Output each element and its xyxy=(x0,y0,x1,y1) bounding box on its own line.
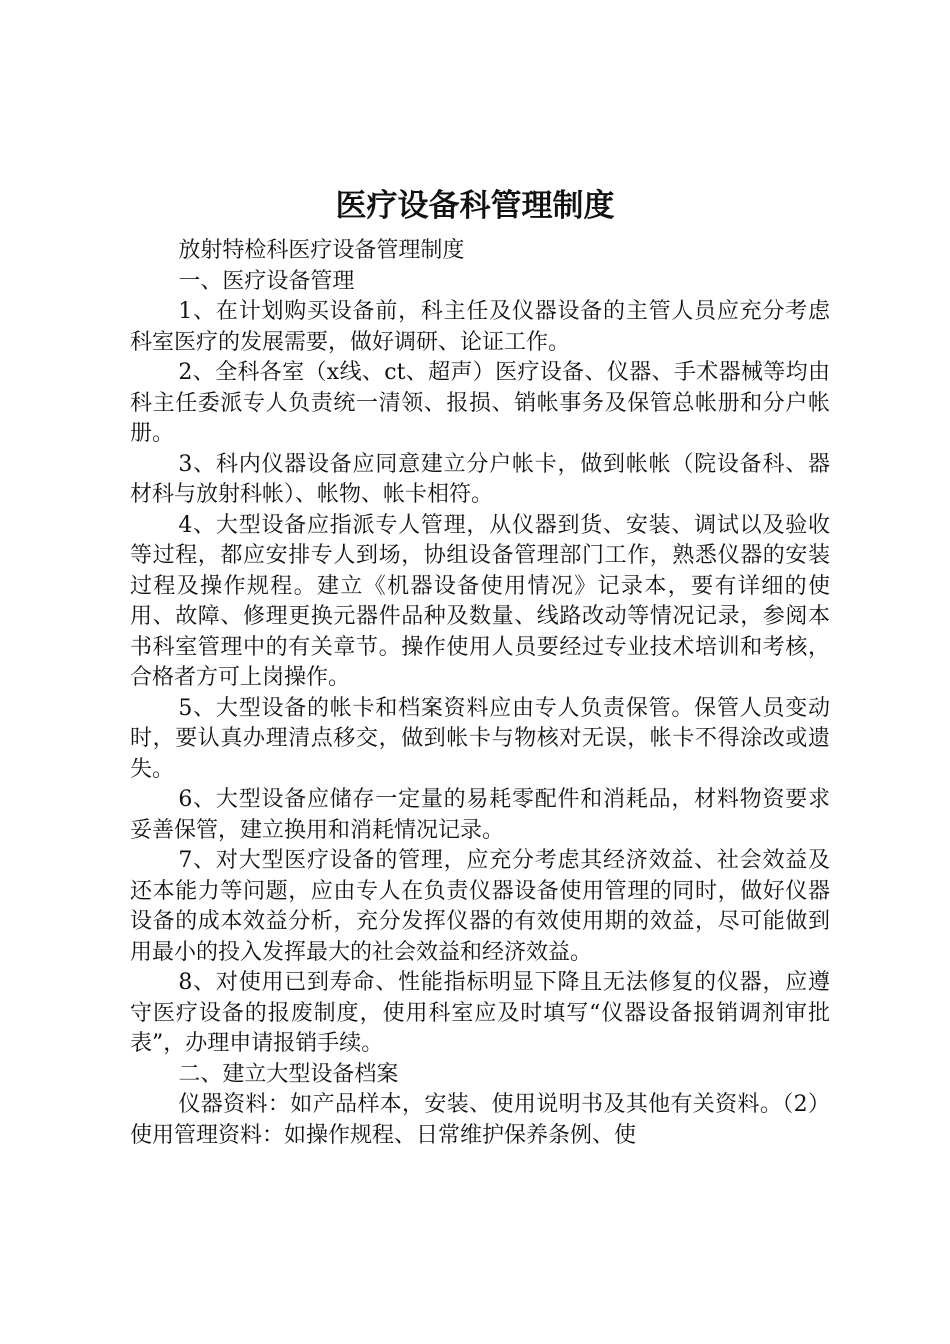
paragraph-item-7: 7、对大型医疗设备的管理，应充分考虑其经济效益、社会效益及还本能力等问题，应由专人在负责仪器设备使用管理的同时，做好仪器设备的成本效益分析，充分发挥仪器的有效使用期的效益，尽可能做到用最小的投入发挥最大的社会效益和经济效益。 xyxy=(130,848,830,965)
paragraph-item-4: 4、大型设备应指派专人管理，从仪器到货、安装、调试以及验收等过程，都应安排专人到场，协组设备管理部门工作，熟悉仪器的安装过程及操作规程。建立《机器设备使用情况》记录本，要有详细的使用、故障、修理更换元器件品种及数量、线路改动等情况记录，参阅本书科室管理中的有关章节。操作使用人员要经过专业技术培训和考核，合格者方可上岗操作。 xyxy=(130,512,830,690)
section-heading-1: 一、医疗设备管理 xyxy=(178,268,355,294)
document-body xyxy=(130,236,830,1151)
paragraph-item-3: 3、科内仪器设备应同意建立分户帐卡，做到帐帐（院设备科、器材科与放射科帐）、帐物、帐卡相符。 xyxy=(130,451,830,507)
paragraph-item-5: 5、大型设备的帐卡和档案资料应由专人负责保管。保管人员变动时，要认真办理清点移交，做到帐卡与物核对无误，帐卡不得涂改或遗失。 xyxy=(130,695,830,782)
subtitle-paragraph: 放射特检科医疗设备管理制度 xyxy=(178,238,465,263)
paragraph-item-8: 8、对使用已到寿命、性能指标明显下降且无法修复的仪器，应遵守医疗设备的报废制度，使用科室应及时填写“仪器设备报销调剂审批表”，办理申请报销手续。 xyxy=(130,970,830,1056)
paragraph-item-6: 6、大型设备应储存一定量的易耗零配件和消耗品，材料物资要求妥善保管，建立换用和消耗情况记录。 xyxy=(130,787,830,843)
paragraph-item-1: 1、在计划购买设备前，科主任及仪器设备的主管人员应充分考虑科室医疗的发展需要，做好调研、论证工作。 xyxy=(130,299,830,355)
section-heading-2: 二、建立大型设备档案 xyxy=(178,1061,399,1087)
paragraph-archive: 仪器资料：如产品样本，安装、使用说明书及其他有关资料。（2）使用管理资料：如操作规程、日常维护保养条例、使 xyxy=(130,1092,830,1148)
paragraph-item-2: 2、全科各室（x线、ct、超声）医疗设备、仪器、手术器械等均由科主任委派专人负责统一清领、报损、销帐事务及保管总帐册和分户帐册。 xyxy=(130,360,830,446)
document-title: 医疗设备科管理制度 xyxy=(335,188,615,224)
